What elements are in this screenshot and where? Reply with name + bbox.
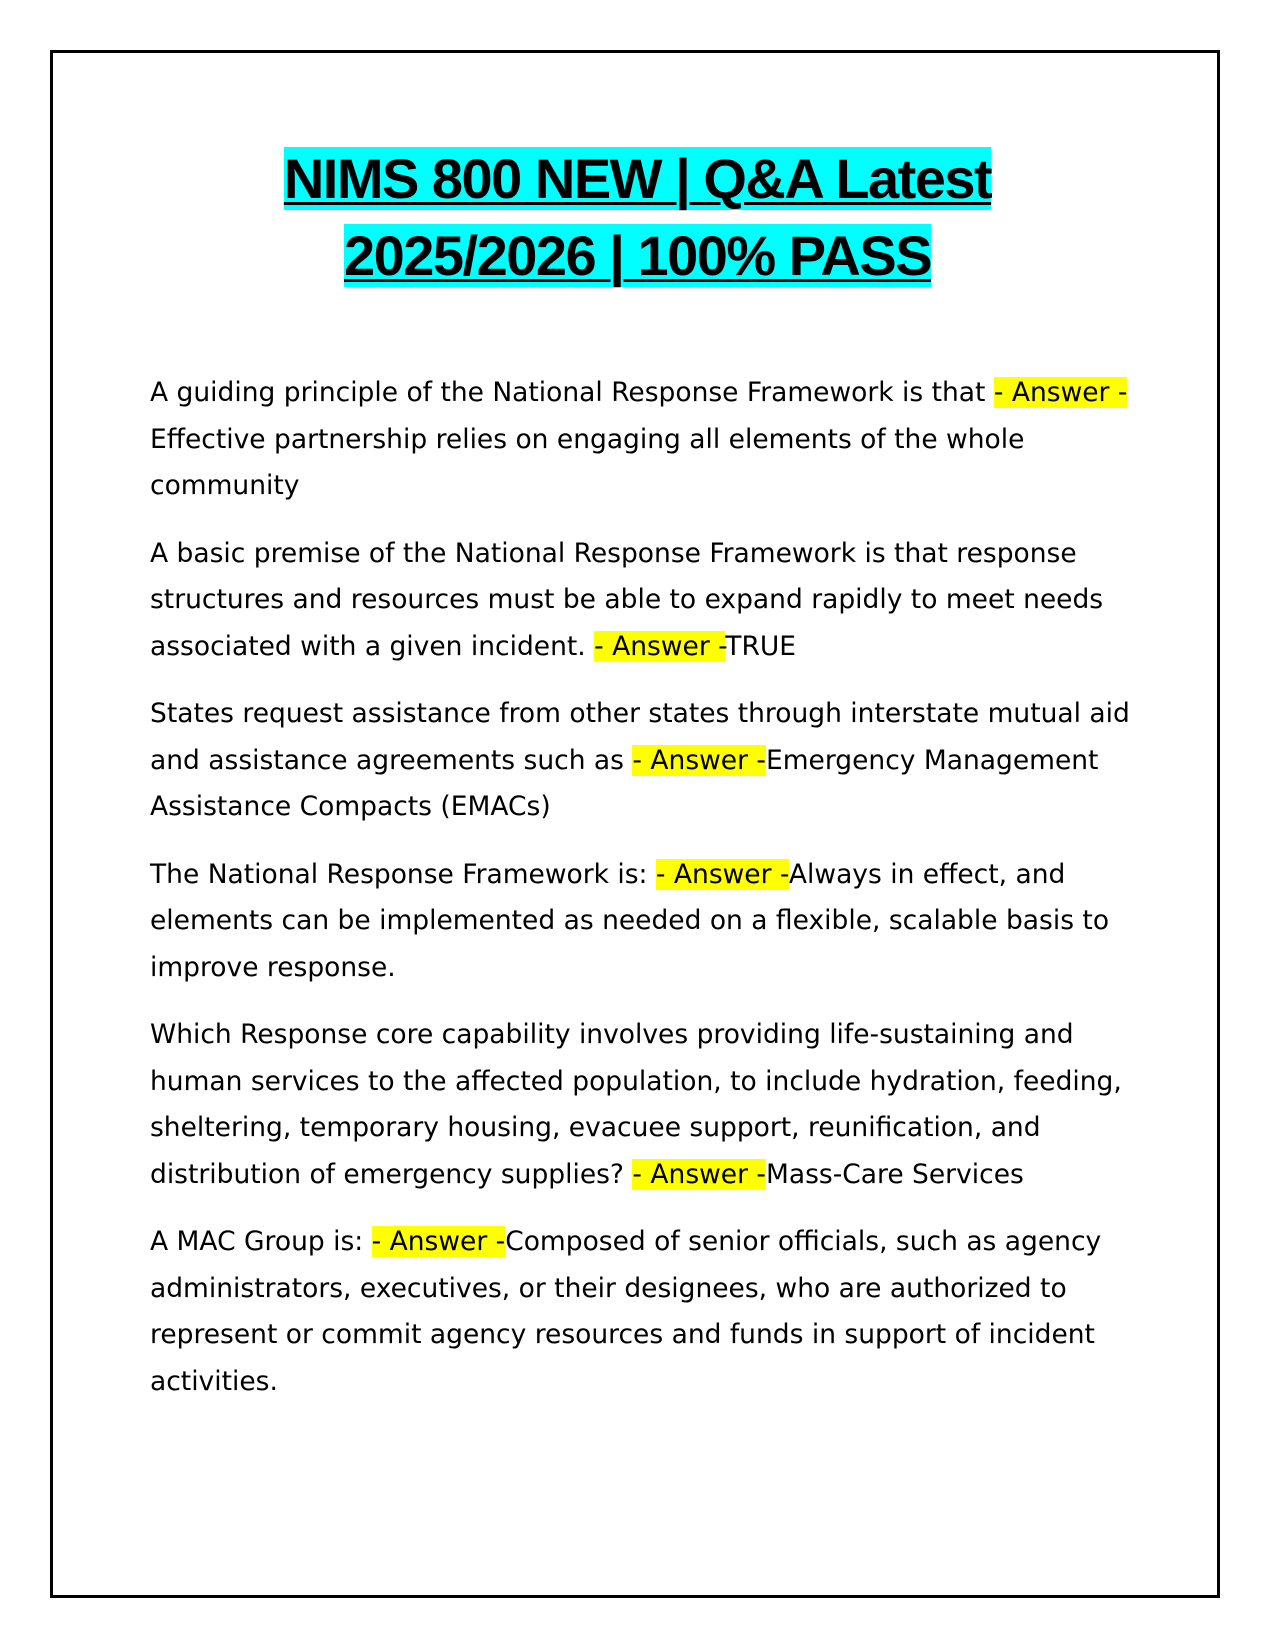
question-text: The National Response Framework is: <box>150 858 656 890</box>
document-title <box>100 140 1175 294</box>
answer-marker: - Answer - <box>993 377 1128 408</box>
answer-text: Emergency Management Assistance Compacts (EMACs) <box>150 744 1099 822</box>
answer-text: TRUE <box>725 630 797 662</box>
qa-item <box>150 1012 1130 1198</box>
question-text: States request assistance from other states through interstate mutual aid and assistance agreements such as <box>150 698 1130 776</box>
qa-item <box>150 1219 1130 1405</box>
qa-item <box>150 370 1130 510</box>
question-text: Which Response core capability involves providing life-sustaining and human services to the affected population, to include hydration, feeding, sheltering, temporary housing, evacuee support, reunification, and distribution of emergency supplies? <box>150 1019 1122 1190</box>
title-line-2: 2025/2026 | 100% PASS <box>343 224 932 287</box>
qa-list <box>150 370 1130 1426</box>
question-text: A MAC Group is: <box>150 1226 372 1257</box>
answer-text: Always in effect, and elements can be implemented as needed on a flexible, scalable basis to improve response. <box>150 858 1110 983</box>
answer-marker: - Answer - <box>632 744 766 776</box>
answer-marker: - Answer - <box>632 1158 766 1190</box>
answer-marker: - Answer - <box>371 1226 506 1257</box>
title-line-1: NIMS 800 NEW | Q&A Latest <box>283 147 992 210</box>
answer-marker: - Answer - <box>594 630 726 662</box>
question-text: A guiding principle of the National Response Framework is that <box>150 377 994 408</box>
qa-item <box>150 531 1130 671</box>
qa-item <box>150 691 1130 831</box>
answer-marker: - Answer - <box>655 858 789 890</box>
question-text: A basic premise of the National Response Framework is that response structures and resources must be able to expand rapidly to meet needs associated with a given incident. <box>150 537 1104 662</box>
answer-text: Composed of senior officials, such as agency administrators, executives, or their designees, who are authorized to represent or commit agency resources and funds in support of incident activities. <box>150 1226 1102 1397</box>
answer-text: Effective partnership relies on engaging all elements of the whole community <box>150 423 1025 501</box>
answer-text: Mass-Care Services <box>766 1158 1024 1190</box>
qa-item <box>150 852 1130 992</box>
